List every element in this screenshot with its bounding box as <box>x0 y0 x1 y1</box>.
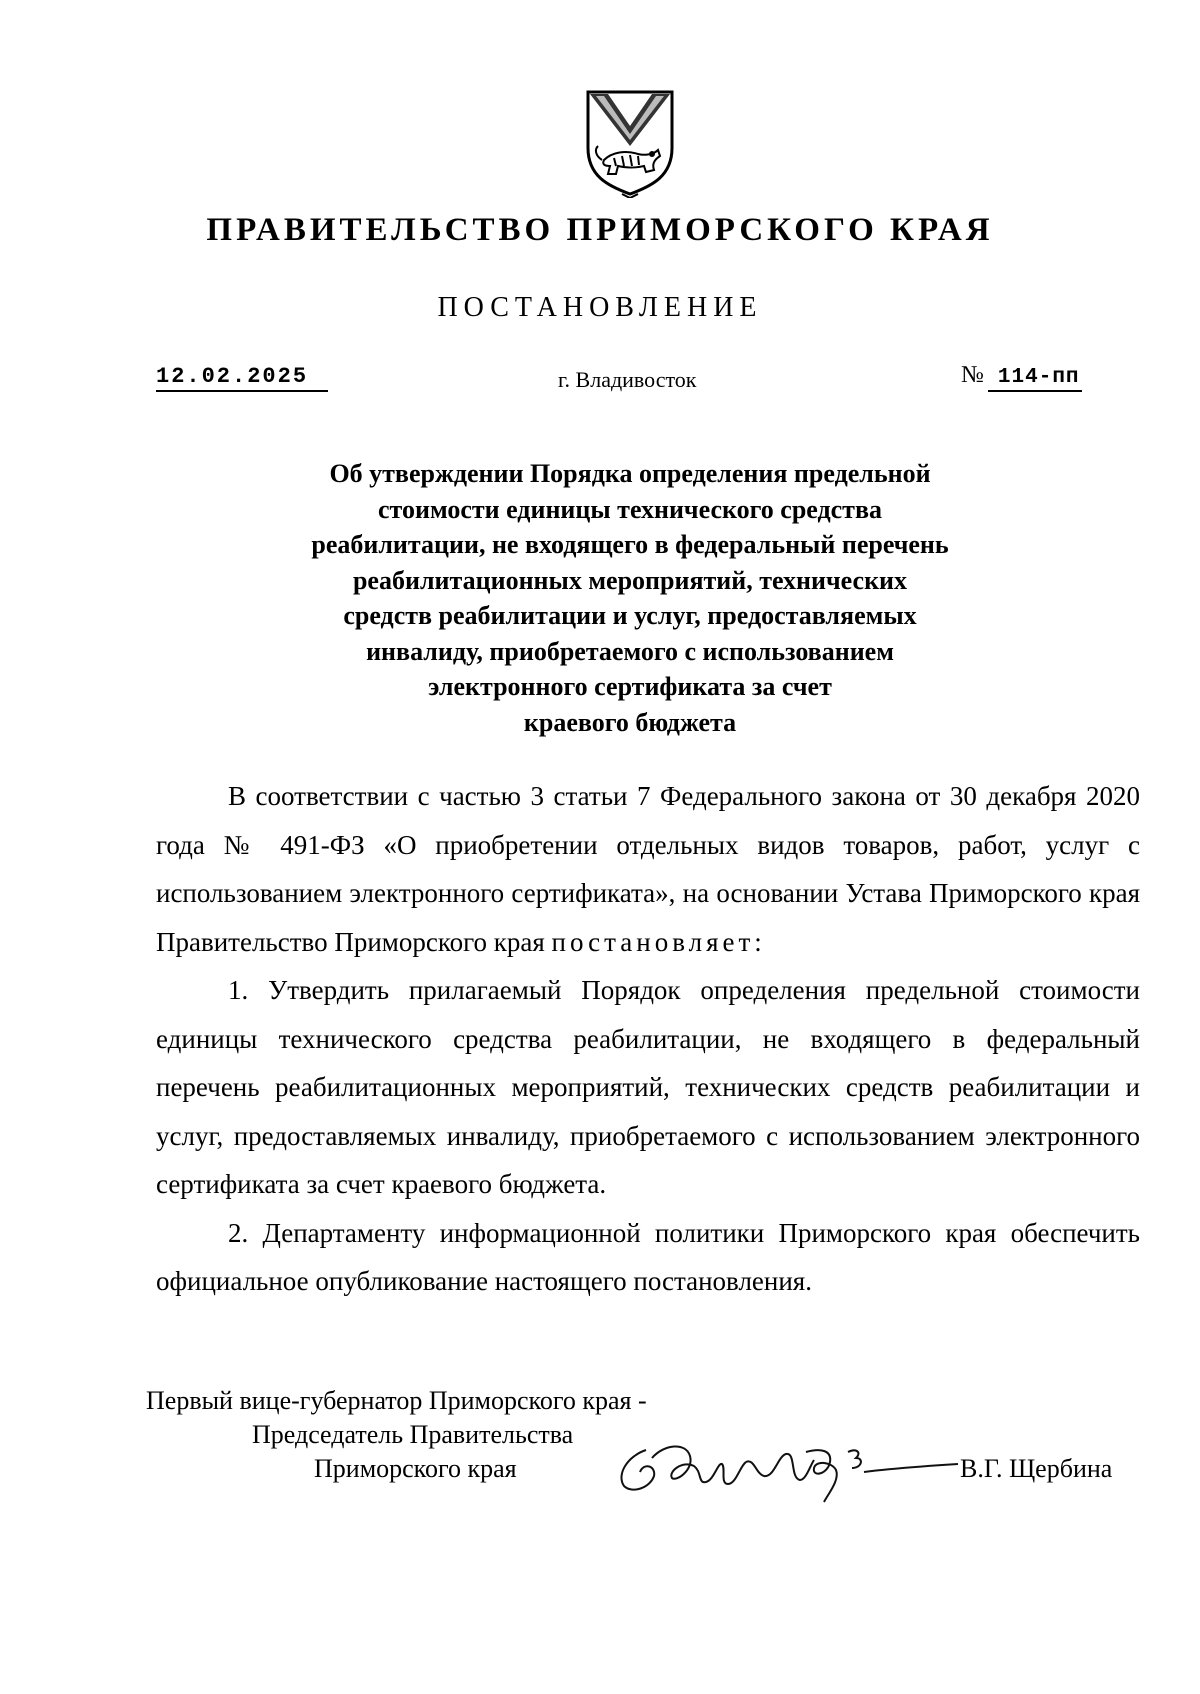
number-sign: № <box>961 362 984 388</box>
subject-line: электронного сертификата за счет <box>428 672 832 701</box>
document-body <box>156 772 1140 1306</box>
document-number <box>961 362 1082 392</box>
item-2-paragraph: 2. Департаменту информационной политики Приморского края обеспечить официальное опубликование настоящего постановления. <box>156 1217 1140 1296</box>
signatory-name: В.Г. Щербина <box>960 1454 1113 1483</box>
coat-of-arms-icon <box>582 86 678 198</box>
subject-line: реабилитации, не входящего в федеральный перечень <box>311 530 949 559</box>
document-city: г. Владивосток <box>558 367 697 392</box>
subject-line: инвалиду, приобретаемого с использованием <box>366 636 894 666</box>
signatory-title-line-2: Председатель Правительства <box>252 1420 574 1449</box>
decree-word: постановляет: <box>551 926 766 957</box>
subject-line: Об утверждении Порядка определения предельной <box>329 459 931 488</box>
document-date: 12.02.2025 <box>156 364 328 392</box>
subject-line: реабилитационных мероприятий, технических <box>352 565 908 595</box>
number-value: 114-пп <box>988 366 1082 392</box>
organization-title: ПРАВИТЕЛЬСТВО ПРИМОРСКОГО КРАЯ <box>206 212 994 248</box>
document-subject <box>250 456 1010 740</box>
item-1-paragraph: 1. Утвердить прилагаемый Порядок определения предельной стоимости единицы технического средства реабилитации, не входящего в федеральный перечень реабилитационных мероприятий, технических средств реабилитации и услуг, предоставляемых инвалиду, приобретаемого с использованием электронного сертификата за счет краевого бюджета. <box>156 975 1140 1199</box>
subject-line: средств реабилитации и услуг, предоставляемых <box>343 601 917 630</box>
signatory-title-line-1: Первый вице-губернатор Приморского края - <box>146 1386 647 1415</box>
document-type: ПОСТАНОВЛЕНИЕ <box>437 292 763 323</box>
preamble-paragraph <box>156 772 1140 966</box>
subject-line: краевого бюджета <box>523 707 737 737</box>
subject-line: стоимости единицы технического средства <box>378 494 882 524</box>
signatory-title-line-3: Приморского края <box>314 1454 517 1483</box>
handwritten-signature-icon <box>606 1422 966 1508</box>
preamble-text: В соответствии с частью 3 статьи 7 Федерального закона от 30 декабря 2020 года № 491-ФЗ «О приобретении отдельных видов товаров, работ, услуг с использованием электронного сертификата», на основании Устава Приморского края Правительство Приморского края <box>156 781 1140 957</box>
